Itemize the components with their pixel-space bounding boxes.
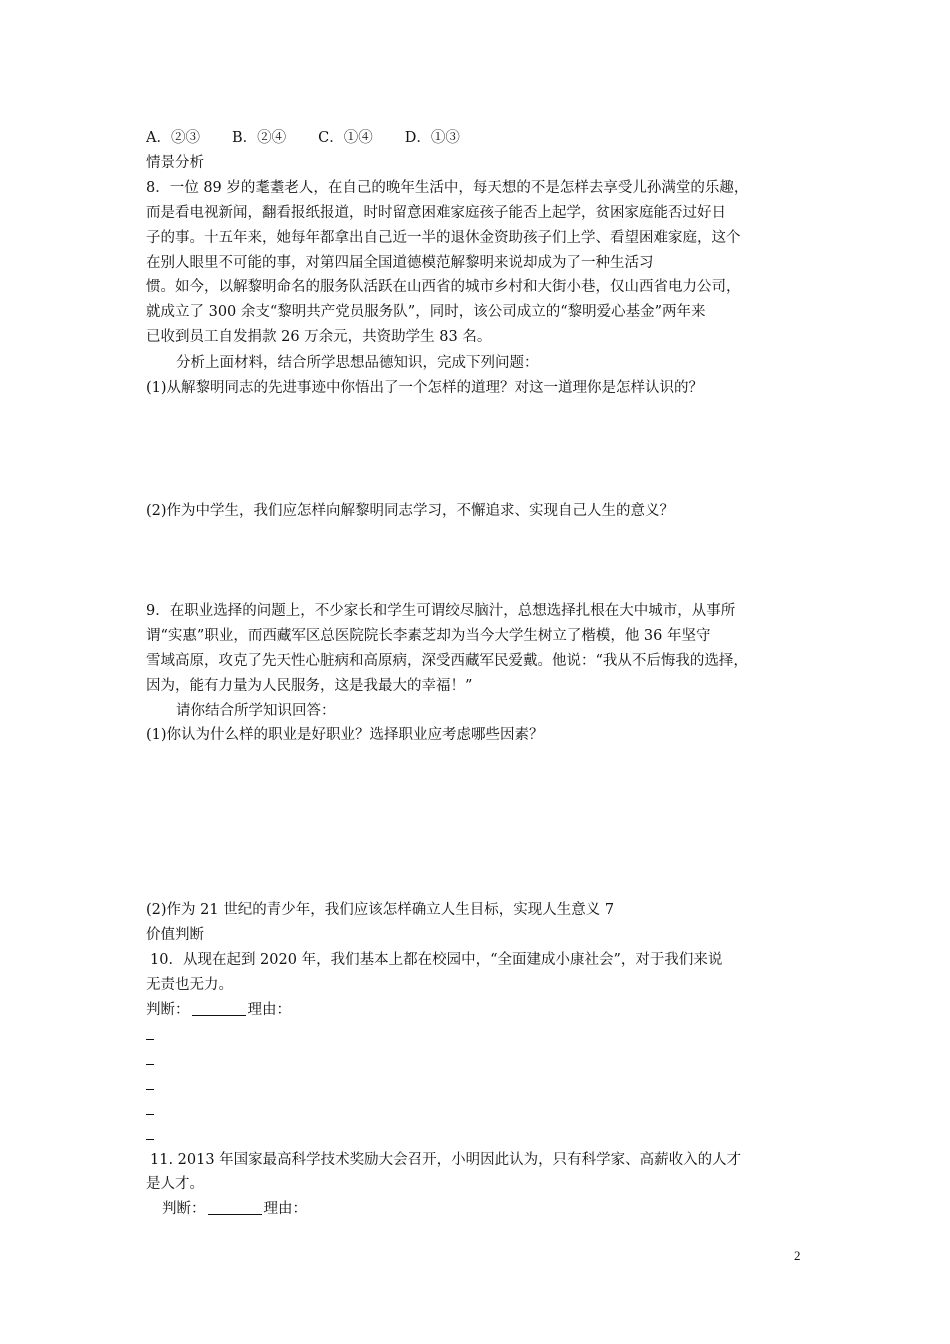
q11-line-1: 11. 2013 年国家最高科学技术奖励大会召开，小明因此认为，只有科学家、高薪收入的人才	[150, 1152, 742, 1168]
q9-subquestion-1: (1)你认为什么样的职业是好职业？选择职业应考虑哪些因素？	[146, 727, 544, 743]
q9-instruction: 请你结合所学知识回答：	[176, 703, 336, 719]
q10-reason-label: 理由：	[247, 1002, 291, 1018]
answer-dash-4	[146, 1114, 154, 1115]
option-c: C．①④	[318, 130, 373, 146]
q8-line-2: 而是看电视新闻，翻看报纸报道，时时留意困难家庭孩子能否上起学，贫困家庭能否过好日	[146, 205, 726, 221]
q8-line-7: 已收到员工自发捐款 26 万余元，共资助学生 83 名。	[146, 329, 492, 345]
q10-line-2: 无责也无力。	[146, 977, 233, 993]
q10-answer-row	[146, 1000, 291, 1020]
q8-line-3: 子的事。十五年来，她每年都拿出自己近一半的退休金资助孩子们上学、看望困难家庭，这个	[146, 230, 741, 246]
q10-judge-blank[interactable]	[192, 1001, 246, 1016]
section-situation-heading: 情景分析	[146, 155, 204, 171]
answer-dash-3	[146, 1089, 154, 1090]
q9-line-4: 因为，能有力量为人民服务，这是我最大的幸福！”	[146, 678, 473, 694]
q8-subquestion-1: (1)从解黎明同志的先进事迹中你悟出了一个怎样的道理？对这一道理你是怎样认识的？	[146, 380, 704, 396]
q11-judge-blank[interactable]	[208, 1200, 262, 1215]
answer-dash-1	[146, 1039, 154, 1040]
q8-subquestion-2: (2)作为中学生，我们应怎样向解黎明同志学习，不懈追求、实现自己人生的意义？	[146, 503, 675, 519]
answer-dash-2	[146, 1064, 154, 1065]
q9-subquestion-2: (2)作为 21 世纪的青少年，我们应该怎样确立人生目标，实现人生意义 7	[146, 902, 615, 918]
answer-dash-5	[146, 1139, 154, 1140]
section-judgment-heading: 价值判断	[146, 927, 204, 943]
q8-line-6: 就成立了 300 余支“黎明共产党员服务队”，同时，该公司成立的“黎明爱心基金”两年来	[146, 304, 706, 320]
q9-line-3: 雪域高原，攻克了先天性心脏病和高原病，深受西藏军民爱戴。他说：“我从不后悔我的选择，	[146, 653, 748, 669]
q7-options	[146, 128, 492, 148]
option-a: A．②③	[146, 130, 200, 146]
q8-line-4: 在别人眼里不可能的事，对第四届全国道德模范解黎明来说却成为了一种生活习	[146, 255, 654, 271]
q8-line-5: 惯。如今，以解黎明命名的服务队活跃在山西省的城市乡村和大街小巷，仅山西省电力公司，	[146, 279, 741, 295]
q10-line-1: 10．从现在起到 2020 年，我们基本上都在校园中，“全面建成小康社会”，对于我们来说	[150, 952, 723, 968]
q9-line-2: 谓“实惠”职业，而西藏军区总医院院长李素芝却为当今大学生树立了楷模，他 36 年坚守	[146, 628, 711, 644]
q11-answer-row	[162, 1199, 307, 1219]
q9-line-1: 9．在职业选择的问题上，不少家长和学生可谓绞尽脑汁，总想选择扎根在大中城市，从事所	[146, 603, 736, 619]
q11-line-2: 是人才。	[146, 1176, 204, 1192]
q11-reason-label: 理由：	[263, 1201, 307, 1217]
q8-line-1: 8．一位 89 岁的耄耋老人，在自己的晚年生活中，每天想的不是怎样去享受儿孙满堂的乐趣，	[146, 180, 749, 196]
q11-judge-label: 判断：	[162, 1201, 206, 1217]
q10-judge-label: 判断：	[146, 1002, 190, 1018]
q8-instruction: 分析上面材料，结合所学思想品德知识，完成下列问题：	[176, 355, 539, 371]
option-d: D．①③	[404, 130, 460, 146]
page-number: 2	[794, 1248, 801, 1263]
option-b: B．②④	[231, 130, 287, 146]
